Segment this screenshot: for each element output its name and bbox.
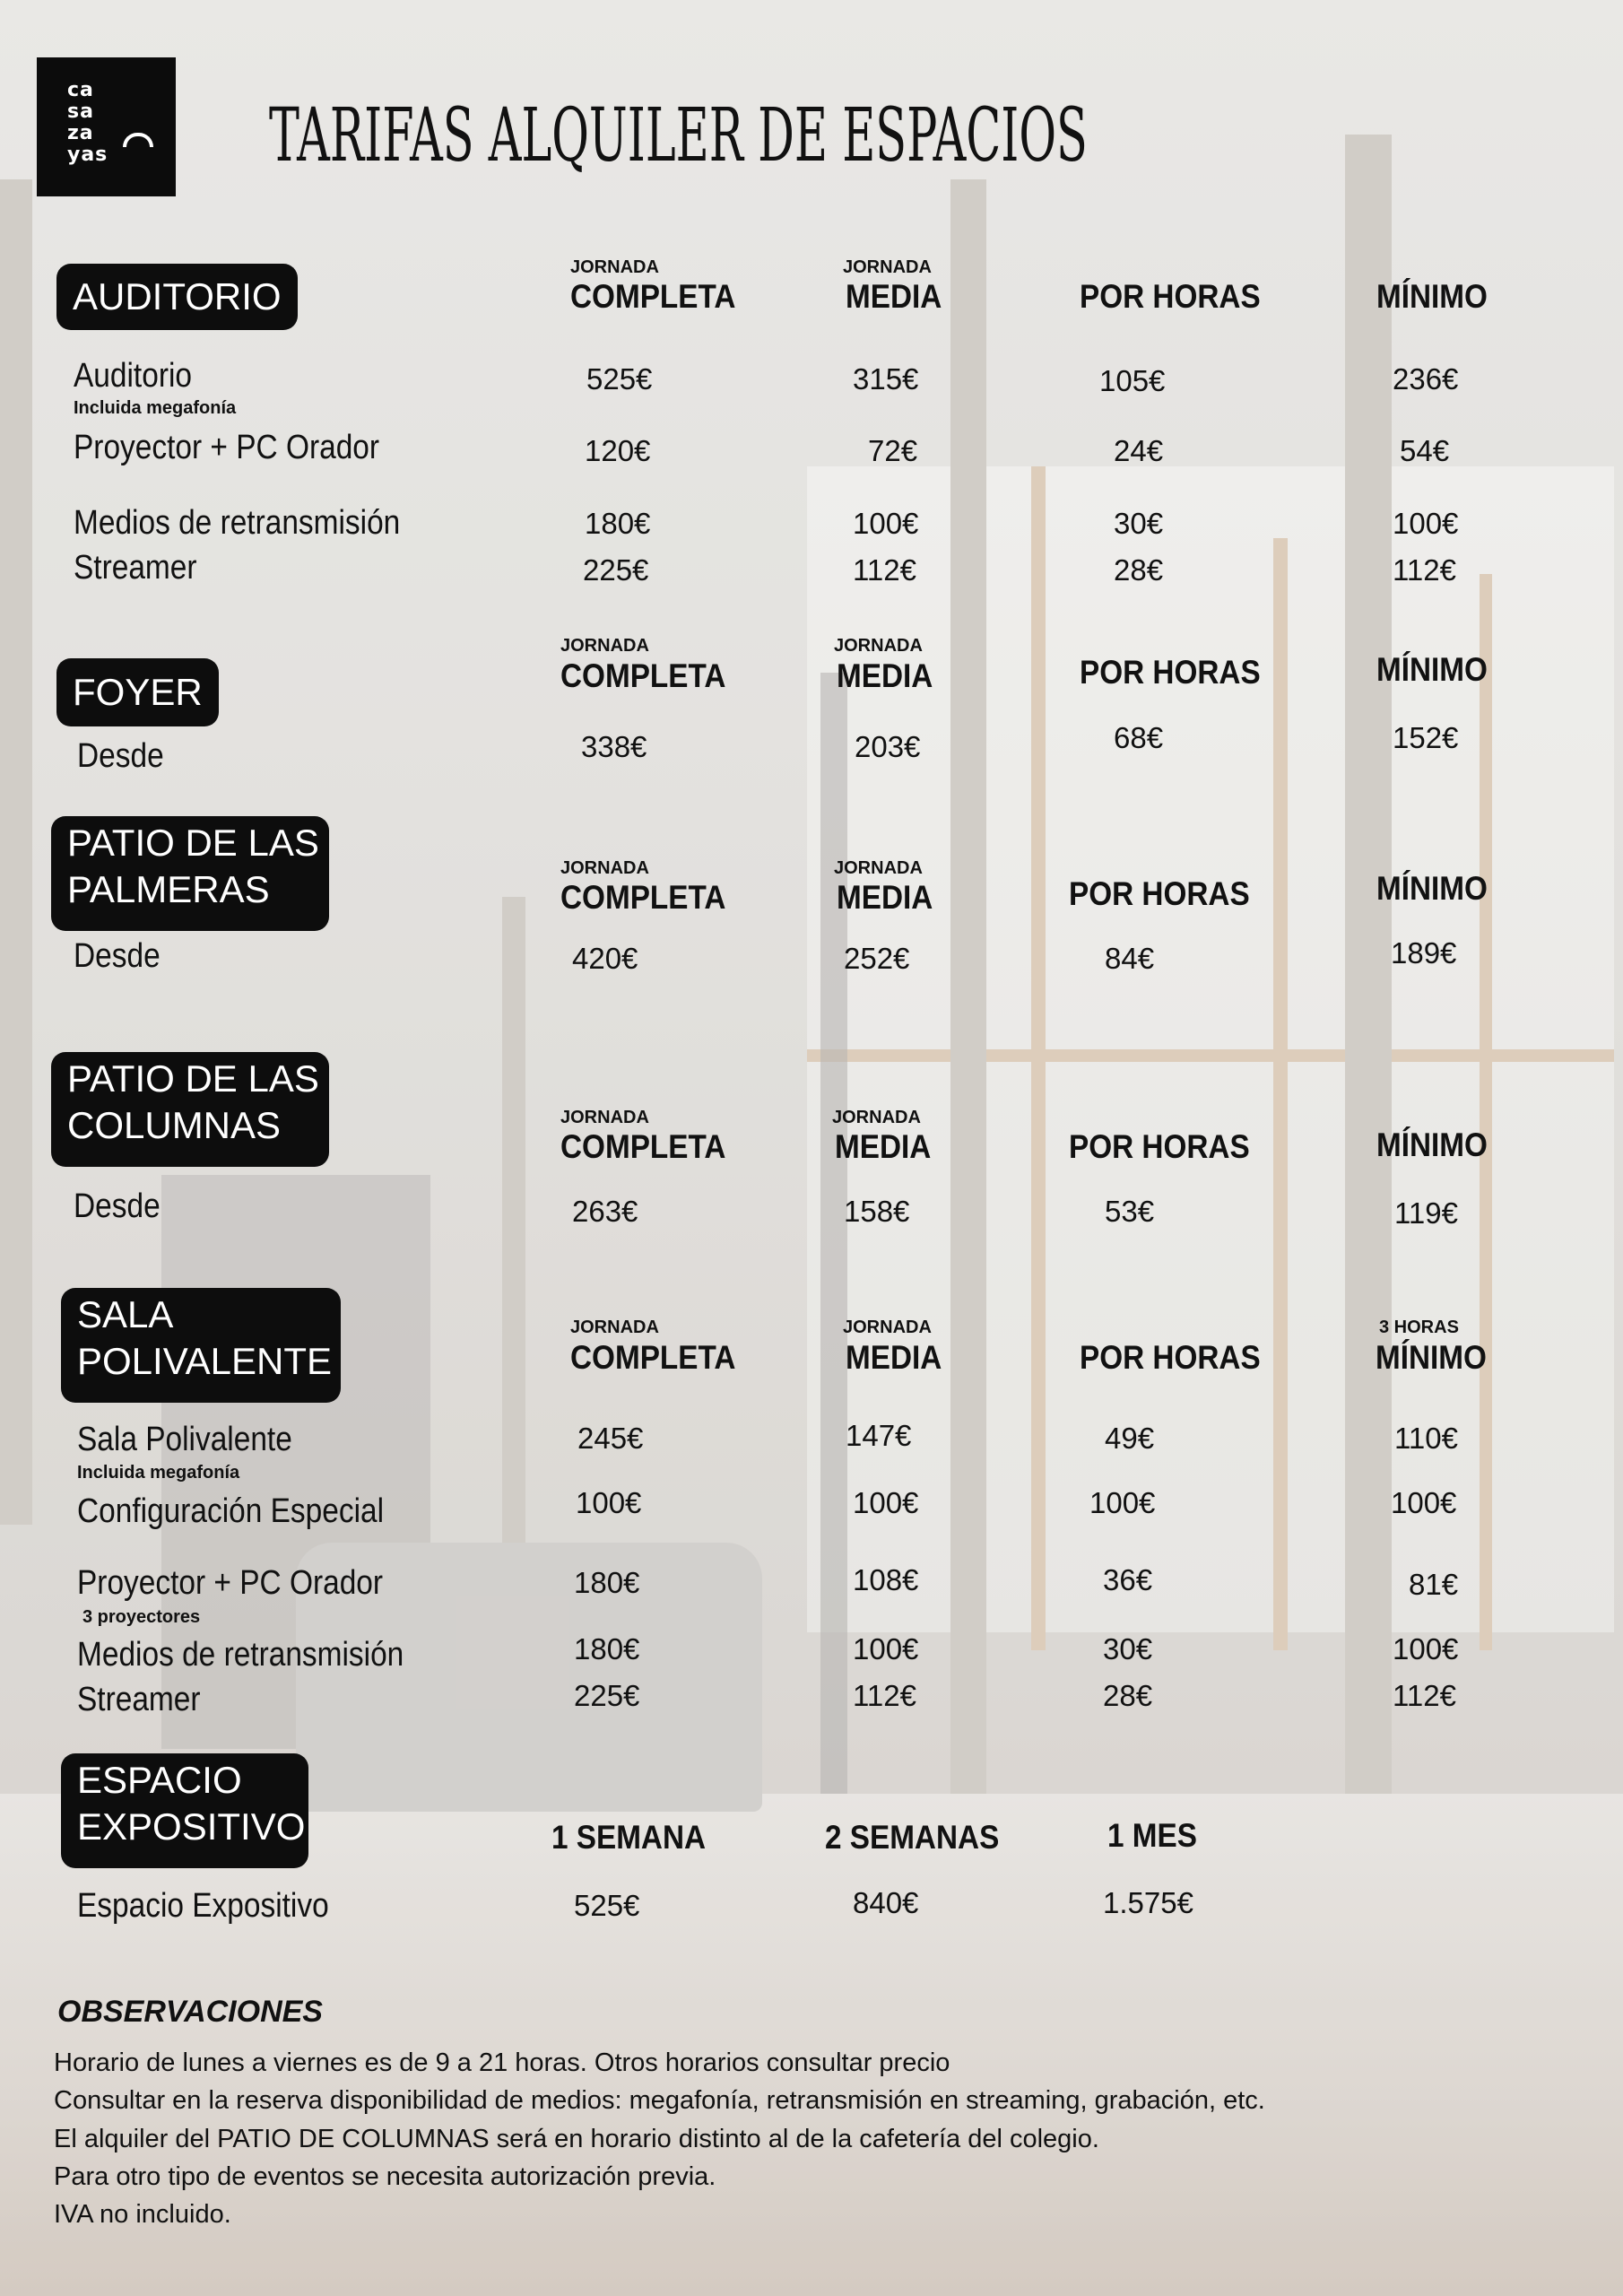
header-jornada: JORNADA	[832, 1108, 921, 1127]
price-value: 100€	[853, 507, 919, 540]
header-por-horas: POR HORAS	[1069, 1128, 1250, 1165]
header-jornada: JORNADA	[570, 257, 659, 277]
price-value: 245€	[577, 1422, 644, 1455]
header-completa: COMPLETA	[560, 879, 726, 916]
section-title-sala-polivalente: SALA POLIVALENTE	[61, 1288, 341, 1403]
header-minimo: MÍNIMO	[1376, 651, 1488, 688]
observacion-line: IVA no incluido.	[54, 2200, 231, 2229]
header-media: MEDIA	[837, 657, 933, 694]
price-value: 36€	[1103, 1563, 1153, 1596]
row-note: 3 proyectores	[82, 1607, 201, 1627]
price-value: 1.575€	[1103, 1886, 1193, 1919]
price-value: 225€	[583, 553, 649, 587]
observacion-line: Horario de lunes a viernes es de 9 a 21 horas. Otros horarios consultar precio	[54, 2048, 950, 2077]
price-value: 105€	[1099, 364, 1166, 397]
header-jornada: JORNADA	[560, 1108, 649, 1127]
header-media: MEDIA	[846, 1339, 942, 1376]
header-completa: COMPLETA	[560, 657, 726, 694]
price-value: 112€	[1393, 553, 1456, 587]
header-por-horas: POR HORAS	[1080, 1339, 1261, 1376]
price-value: 54€	[1400, 434, 1450, 467]
row-label: Auditorio	[74, 357, 192, 395]
price-value: 100€	[1391, 1486, 1457, 1519]
price-value: 236€	[1393, 362, 1459, 396]
row-label: Sala Polivalente	[77, 1421, 292, 1458]
price-value: 112€	[853, 553, 916, 587]
price-value: 152€	[1393, 721, 1459, 754]
price-value: 28€	[1103, 1679, 1153, 1712]
price-value: 100€	[1393, 1632, 1459, 1665]
smile-icon	[123, 133, 153, 147]
row-note: Incluida megafonía	[77, 1463, 240, 1483]
section-title-patio-columnas: PATIO DE LAS COLUMNAS	[51, 1052, 329, 1167]
header-media: MEDIA	[835, 1128, 932, 1165]
header-jornada: JORNADA	[560, 858, 649, 878]
header-por-horas: POR HORAS	[1080, 278, 1261, 315]
header-jornada: JORNADA	[843, 257, 932, 277]
row-note: Incluida megafonía	[74, 398, 237, 418]
page-title: TARIFAS ALQUILER DE ESPACIOS	[269, 93, 1088, 178]
header-media: MEDIA	[837, 879, 933, 916]
price-value: 225€	[574, 1679, 640, 1712]
section-title-auditorio: AUDITORIO	[56, 264, 298, 330]
price-value: 84€	[1105, 942, 1155, 975]
header-jornada: JORNADA	[560, 636, 649, 656]
price-value: 840€	[853, 1886, 919, 1919]
header-jornada: JORNADA	[570, 1318, 659, 1337]
row-label: Medios de retransmisión	[77, 1636, 404, 1674]
section-title-patio-palmeras: PATIO DE LAS PALMERAS	[51, 816, 329, 931]
price-value: 49€	[1105, 1422, 1155, 1455]
header-minimo: MÍNIMO	[1376, 870, 1488, 907]
row-label: Proyector + PC Orador	[74, 429, 380, 466]
row-label: Medios de retransmisión	[74, 504, 401, 542]
row-label: Streamer	[74, 549, 197, 587]
price-value: 120€	[585, 434, 651, 467]
price-value: 525€	[586, 362, 653, 396]
price-value: 100€	[1089, 1486, 1156, 1519]
price-value: 203€	[855, 730, 921, 763]
header-completa: COMPLETA	[560, 1128, 726, 1165]
header-minimo: MÍNIMO	[1376, 1339, 1487, 1376]
price-value: 81€	[1409, 1568, 1459, 1601]
price-value: 525€	[574, 1889, 640, 1922]
price-value: 315€	[853, 362, 919, 396]
header-jornada: JORNADA	[843, 1318, 932, 1337]
price-value: 180€	[574, 1632, 640, 1665]
header-por-horas: POR HORAS	[1069, 875, 1250, 912]
observacion-line: El alquiler del PATIO DE COLUMNAS será en horario distinto al de la cafetería del colegio.	[54, 2125, 1099, 2153]
price-value: 189€	[1391, 936, 1457, 970]
header-2-semanas: 2 SEMANAS	[825, 1819, 1000, 1856]
price-value: 30€	[1114, 507, 1164, 540]
price-value: 24€	[1114, 434, 1164, 467]
price-value: 420€	[572, 942, 638, 975]
row-label: Proyector + PC Orador	[77, 1564, 384, 1602]
header-1-semana: 1 SEMANA	[551, 1819, 707, 1856]
row-label: Espacio Expositivo	[77, 1887, 329, 1925]
header-minimo: MÍNIMO	[1376, 278, 1488, 315]
price-value: 147€	[846, 1419, 912, 1452]
price-value: 100€	[853, 1486, 919, 1519]
row-label: Streamer	[77, 1681, 201, 1718]
row-label: Desde	[77, 737, 164, 775]
row-label: Desde	[74, 937, 161, 975]
row-label: Desde	[74, 1187, 161, 1225]
header-jornada: JORNADA	[834, 636, 923, 656]
price-value: 72€	[868, 434, 918, 467]
price-value: 112€	[853, 1679, 916, 1712]
header-completa: COMPLETA	[570, 278, 736, 315]
header-1-mes: 1 MES	[1107, 1817, 1197, 1854]
price-value: 53€	[1105, 1195, 1155, 1228]
price-value: 100€	[1393, 507, 1459, 540]
observaciones-title: OBSERVACIONES	[57, 1995, 323, 2029]
section-title-espacio-expositivo: ESPACIO EXPOSITIVO	[61, 1753, 308, 1868]
price-value: 110€	[1394, 1422, 1458, 1455]
casa-zayas-logo: ca sa za yas	[37, 57, 176, 196]
row-label: Configuración Especial	[77, 1492, 385, 1530]
header-3-horas: 3 HORAS	[1379, 1318, 1459, 1337]
price-value: 108€	[853, 1563, 919, 1596]
header-media: MEDIA	[846, 278, 942, 315]
price-value: 100€	[576, 1486, 642, 1519]
price-value: 100€	[853, 1632, 919, 1665]
price-value: 119€	[1394, 1196, 1458, 1230]
observacion-line: Para otro tipo de eventos se necesita autorización previa.	[54, 2162, 716, 2191]
price-value: 68€	[1114, 721, 1164, 754]
price-value: 158€	[844, 1195, 910, 1228]
header-jornada: JORNADA	[834, 858, 923, 878]
price-value: 180€	[585, 507, 651, 540]
price-value: 180€	[574, 1566, 640, 1599]
price-value: 263€	[572, 1195, 638, 1228]
price-value: 30€	[1103, 1632, 1153, 1665]
header-minimo: MÍNIMO	[1376, 1126, 1488, 1163]
section-title-foyer: FOYER	[56, 658, 219, 726]
price-value: 112€	[1393, 1679, 1456, 1712]
header-por-horas: POR HORAS	[1080, 654, 1261, 691]
price-value: 252€	[844, 942, 910, 975]
observacion-line: Consultar en la reserva disponibilidad de medios: megafonía, retransmisión en streaming, grabación, etc.	[54, 2086, 1265, 2115]
price-value: 338€	[581, 730, 647, 763]
price-value: 28€	[1114, 553, 1164, 587]
header-completa: COMPLETA	[570, 1339, 736, 1376]
